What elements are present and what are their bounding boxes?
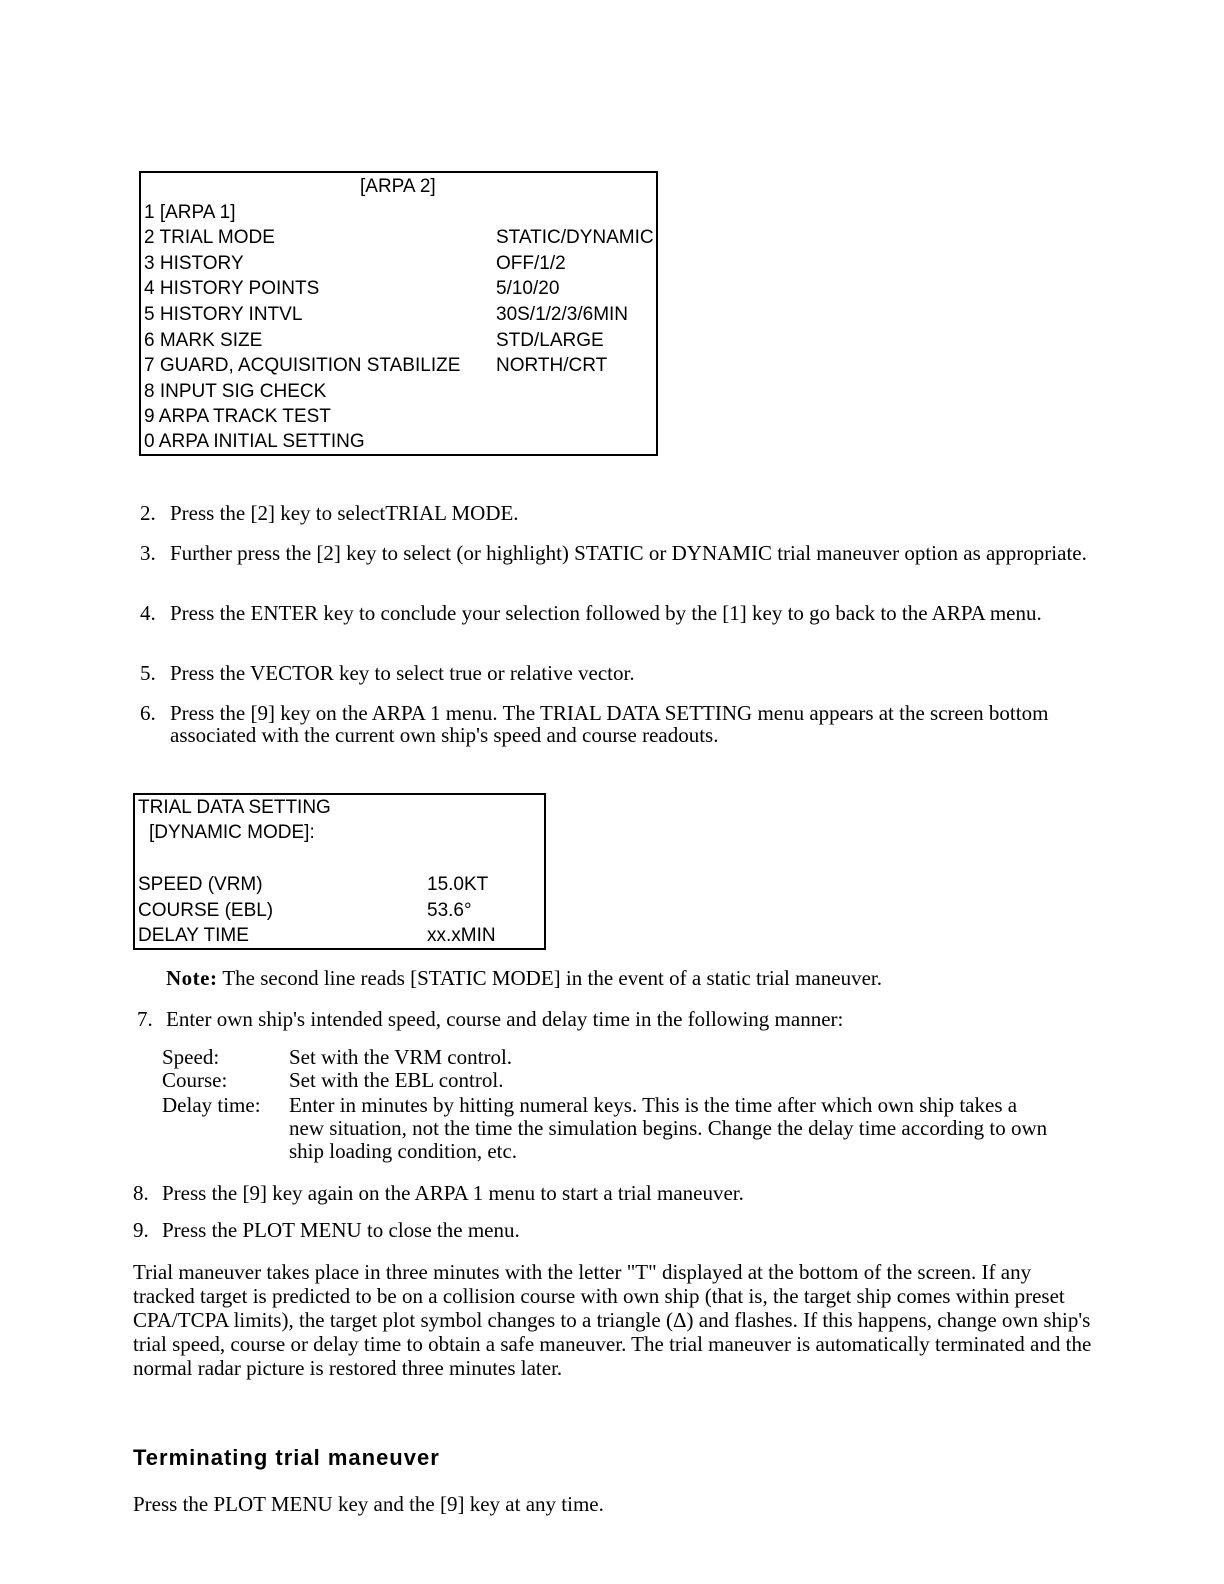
step-text: Press the VECTOR key to select true or relative vector. (170, 661, 635, 685)
menu-item-value: 5/10/20 (496, 278, 560, 299)
step-text: Press the ENTER key to conclude your selection followed by the [1] key to go back to the ARPA menu. (170, 601, 1042, 625)
step-number: 4. (140, 601, 156, 625)
menu-item-value: 30S/1/2/3/6MIN (496, 304, 629, 325)
menu-item-label: 0 ARPA INITIAL SETTING (144, 431, 365, 452)
step-number: 5. (140, 661, 156, 685)
step-number: 2. (140, 501, 156, 525)
menu-item-value: NORTH/CRT (496, 355, 608, 376)
definition-text: Set with the VRM control. (289, 1045, 513, 1069)
trial-row-value: 15.0KT (427, 874, 489, 895)
arpa2-menu-item (144, 355, 656, 380)
step-number: 8. (133, 1181, 149, 1205)
definition-text: Set with the EBL control. (289, 1068, 504, 1092)
step-number: 6. (140, 701, 156, 725)
note-line (166, 966, 882, 991)
note-text: The second line reads [STATIC MODE] in the event of a static trial maneuver. (217, 966, 882, 990)
arpa2-menu-box (139, 171, 658, 456)
menu-item-label: 8 INPUT SIG CHECK (144, 381, 327, 402)
arpa2-menu-item (144, 406, 656, 431)
menu-item-value: OFF/1/2 (496, 253, 566, 274)
definition-term: Delay time: (162, 1093, 261, 1117)
arpa2-menu-item (144, 227, 656, 252)
arpa2-menu-item (144, 278, 656, 303)
section-heading: Terminating trial maneuver (133, 1445, 440, 1470)
menu-item-value: STATIC/DYNAMIC (496, 227, 654, 248)
trial-box-title: TRIAL DATA SETTING (138, 797, 331, 818)
menu-item-label: 4 HISTORY POINTS (144, 278, 320, 299)
definition-text: Enter in minutes by hitting numeral keys. This is the time after which own ship takes a new situation, not the time the simulation begins. Change the delay time according to own ship loading condition, etc. (289, 1093, 1048, 1163)
menu-item-label: 6 MARK SIZE (144, 330, 263, 351)
step-text: Further press the [2] key to select (or highlight) STATIC or DYNAMIC trial maneuver option as appropriate. (170, 541, 1087, 565)
trial-maneuver-paragraph: Trial maneuver takes place in three minutes with the letter "T" displayed at the bottom of the screen. If any tracked target is predicted to be on a collision course with own ship (that is, the target ship comes within preset CPA/TCPA limits), the target plot symbol changes to a triangle (Δ) and flashes. If this happens, change own ship's trial speed, course or delay time to obtain a safe maneuver. The trial maneuver is automatically terminated and the normal radar picture is restored three minutes later. (133, 1260, 1092, 1380)
step-text: Enter own ship's intended speed, course and delay time in the following manner: (166, 1007, 844, 1031)
note-label: Note: (166, 966, 218, 990)
definition-term: Course: (162, 1068, 228, 1092)
trial-row-value: 53.6° (427, 900, 472, 921)
step-number: 9. (133, 1218, 149, 1242)
step-number: 3. (140, 541, 156, 565)
trial-row-label: SPEED (VRM) (138, 874, 263, 895)
step-text: Press the [9] key on the ARPA 1 menu. The TRIAL DATA SETTING menu appears at the screen bottom associated with the current own ship's speed and course readouts. (170, 701, 1049, 747)
trial-box-mode: [DYNAMIC MODE]: (149, 822, 315, 843)
trial-row-label: COURSE (EBL) (138, 900, 274, 921)
arpa2-menu-title: [ARPA 2] (360, 176, 436, 197)
trial-data-setting-box (133, 793, 546, 950)
menu-item-label: 1 [ARPA 1] (144, 202, 236, 223)
step-number: 7. (137, 1007, 153, 1031)
step-text: Press the PLOT MENU to close the menu. (162, 1218, 520, 1242)
step-text: Press the [2] key to selectTRIAL MODE. (170, 501, 519, 525)
definition-term: Speed: (162, 1045, 220, 1069)
menu-item-label: 3 HISTORY (144, 253, 244, 274)
final-instruction: Press the PLOT MENU key and the [9] key at any time. (133, 1492, 604, 1516)
arpa2-menu-item (144, 253, 656, 278)
trial-row-value: xx.xMIN (427, 925, 496, 946)
arpa2-menu-item (144, 431, 656, 456)
arpa2-menu-item (144, 330, 656, 355)
arpa2-menu-item (144, 304, 656, 329)
menu-item-value: STD/LARGE (496, 330, 604, 351)
menu-item-label: 9 ARPA TRACK TEST (144, 406, 331, 427)
arpa2-menu-item (144, 381, 656, 406)
step-text: Press the [9] key again on the ARPA 1 menu to start a trial maneuver. (162, 1181, 744, 1205)
menu-item-label: 5 HISTORY INTVL (144, 304, 303, 325)
arpa2-menu-item (144, 202, 656, 227)
menu-item-label: 2 TRIAL MODE (144, 227, 275, 248)
trial-row-label: DELAY TIME (138, 925, 249, 946)
menu-item-label: 7 GUARD, ACQUISITION STABILIZE (144, 355, 461, 376)
